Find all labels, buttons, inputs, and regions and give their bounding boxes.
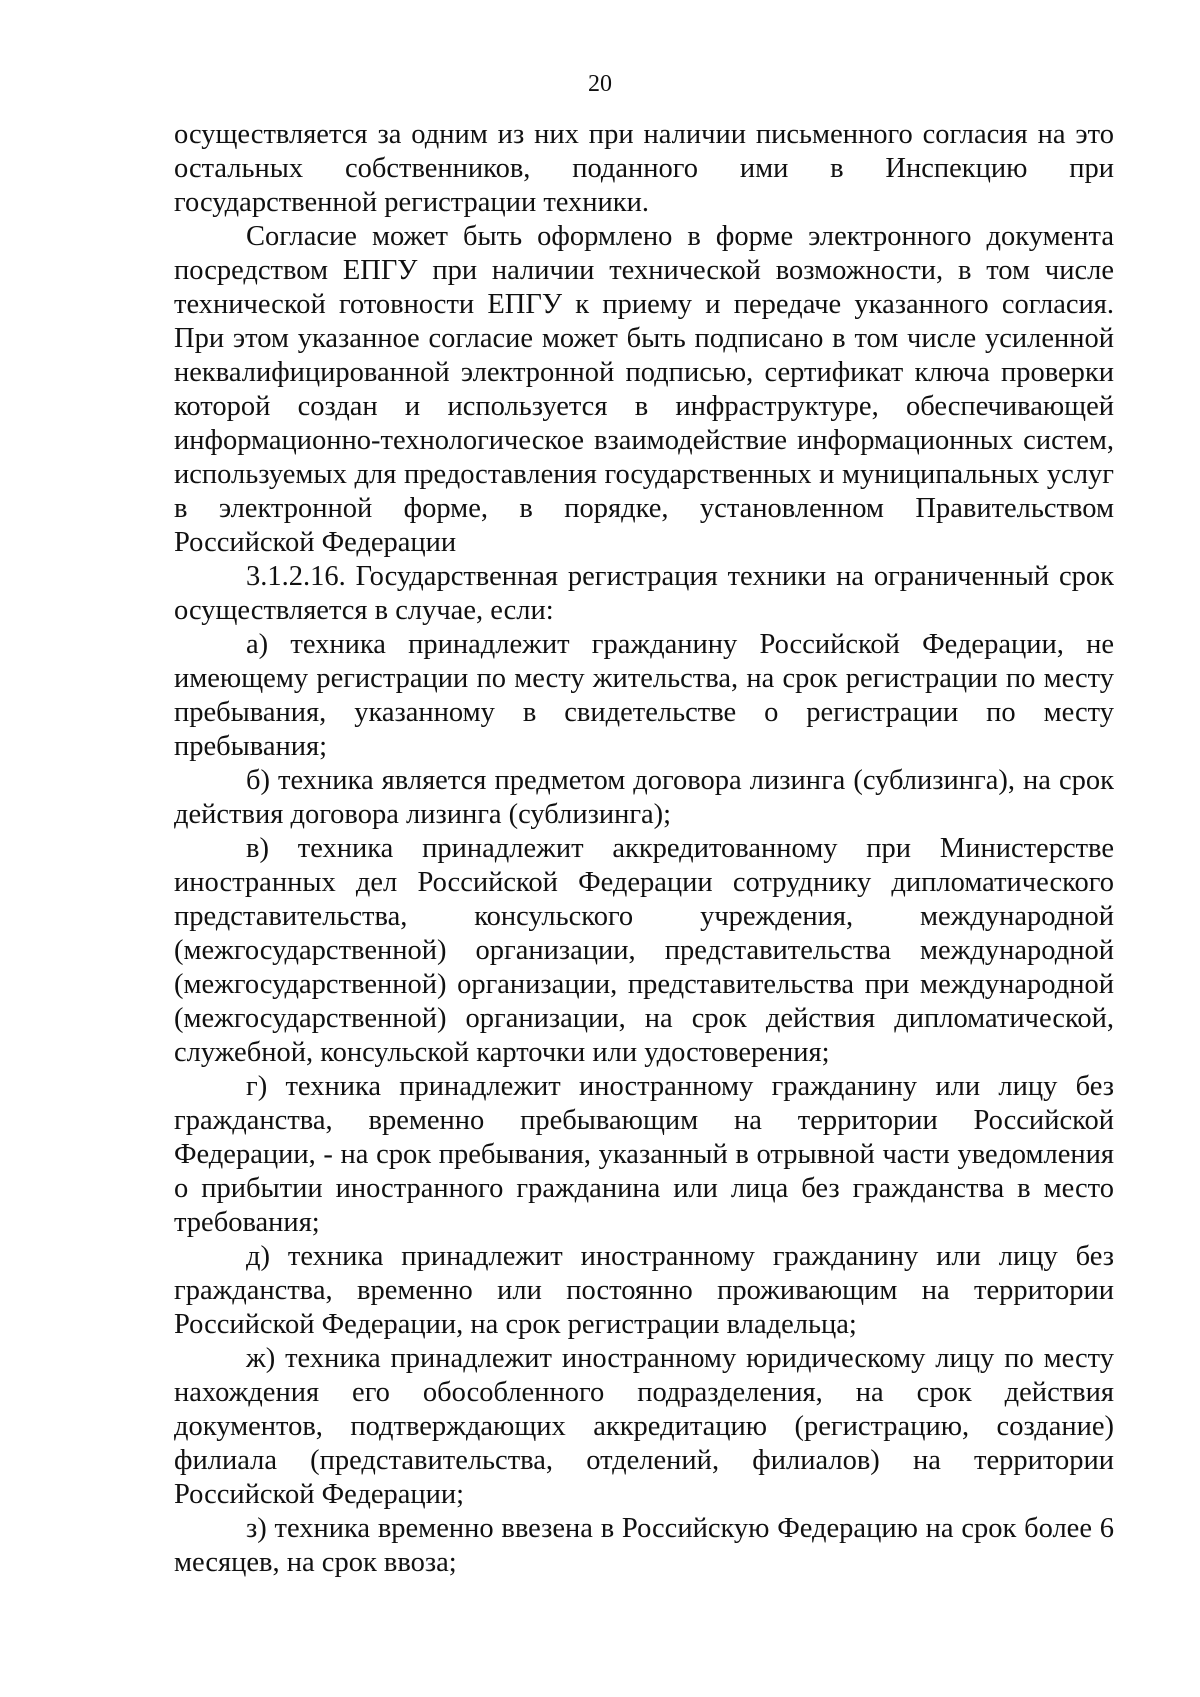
paragraph-continuation: осуществляется за одним из них при наличии письменного согласия на это остальных собственников, поданного ими в Инспекцию при государственной регистрации техники.	[174, 119, 1114, 218]
list-item-a: а) техника принадлежит гражданину Российской Федерации, не имеющему регистрации по месту жительства, на срок регистрации по месту пребывания, указанному в свидетельстве о регистрации по месту пребывания;	[174, 629, 1114, 762]
list-item-zh: ж) техника принадлежит иностранному юридическому лицу по месту нахождения его обособленного подразделения, на срок действия документов, подтверждающих аккредитацию (регистрацию, создание) филиала (представительства, отделений, филиалов) на территории Российской Федерации;	[174, 1343, 1114, 1510]
list-item-b: б) техника является предметом договора лизинга (сублизинга), на срок действия договора лизинга (сублизинга);	[174, 765, 1114, 830]
paragraph-consent-epgu: Согласие может быть оформлено в форме электронного документа посредством ЕПГУ при наличии технической возможности, в том числе технической готовности ЕПГУ к приему и передаче указанного согласия. При этом указанное согласие может быть подписано в том числе усиленной неквалифицированной электронной подписью, сертификат ключа проверки которой создан и используется в инфраструктуре, обеспечивающей информационно-технологическое взаимодействие информационных систем, используемых для предоставления государственных и муниципальных услуг в электронной форме, в порядке, установленном Правительством Российской Федерации	[174, 221, 1114, 558]
list-item-v: в) техника принадлежит аккредитованному при Министерстве иностранных дел Российской Федерации сотруднику дипломатического представительства, консульского учреждения, международной (межгосударственной) организации, представительства международной (межгосударственной) организации, представительства при международной (межгосударственной) организации, на срок действия дипломатической, служебной, консульской карточки или удостоверения;	[174, 833, 1114, 1068]
list-item-d: д) техника принадлежит иностранному гражданину или лицу без гражданства, временно или постоянно проживающим на территории Российской Федерации, на срок регистрации владельца;	[174, 1241, 1114, 1340]
paragraph-3-1-2-16: 3.1.2.16. Государственная регистрация техники на ограниченный срок осуществляется в случае, если:	[174, 561, 1114, 626]
page-number: 20	[588, 71, 612, 97]
list-item-z: з) техника временно ввезена в Российскую Федерацию на срок более 6 месяцев, на срок ввоза;	[174, 1513, 1114, 1578]
list-item-g: г) техника принадлежит иностранному гражданину или лицу без гражданства, временно пребывающим на территории Российской Федерации, - на срок пребывания, указанный в отрывной части уведомления о прибытии иностранного гражданина или лица без гражданства в место требования;	[174, 1071, 1114, 1238]
document-body	[174, 118, 1114, 1580]
